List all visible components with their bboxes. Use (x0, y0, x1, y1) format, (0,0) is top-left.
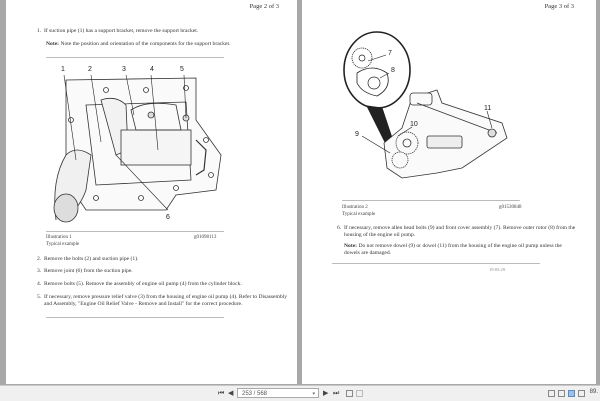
svg-text:7: 7 (388, 50, 392, 57)
footer-timestamp: 19:03:29 (489, 267, 506, 272)
divider (342, 200, 520, 201)
illustration-caption: Typical example (342, 212, 376, 217)
svg-text:2: 2 (88, 66, 92, 73)
copy-page-icon[interactable] (356, 390, 363, 397)
step-1: 1. If suction pipe (1) has a support bracket, remove the support bracket. (37, 28, 199, 34)
chevron-down-icon[interactable]: ▾ (312, 391, 315, 397)
last-page-button[interactable]: ⏭ (333, 389, 340, 397)
step-4: 4. Remove bolts (5). Remove the assembly of engine oil pump (4) from the cylinder block. (37, 281, 242, 287)
svg-text:11: 11 (484, 105, 492, 112)
illustration-2-oil-pump-gear-diagram (342, 28, 542, 203)
illustration-title: Illustration 2 (342, 205, 368, 210)
svg-text:10: 10 (410, 121, 418, 128)
two-page-view-icon[interactable] (568, 390, 575, 397)
divider (46, 231, 224, 232)
svg-text:6: 6 (166, 214, 170, 221)
divider (332, 263, 540, 264)
page-3 (302, 0, 596, 384)
prev-page-button[interactable]: ◀ (228, 389, 234, 397)
page-label: Page 3 of 3 (544, 3, 574, 10)
illustration-id: g01530848 (499, 205, 522, 210)
single-page-view-icon[interactable] (548, 390, 555, 397)
note-support-bracket: Note: Note the position and orientation of the components for the support bracket. (46, 41, 231, 47)
page-2 (6, 0, 297, 384)
svg-text:8: 8 (391, 67, 395, 74)
divider (46, 317, 224, 318)
note-dowels: Note: Do not remove dowel (9) or dowel (11) from the housing of the engine oil pump unless the dowels are damaged. (344, 243, 562, 256)
step-5: 5. If necessary, remove pressure relief valve (3) from the housing of engine oil pump (4). Refer to Disassembly and Assembly, "Engine Oil Relief Valve - Remove and Install" for the correct procedure. (37, 294, 288, 307)
illustration-1-oil-pump-diagram (46, 60, 231, 230)
illustration-id: g01098113 (194, 235, 217, 240)
svg-text:9: 9 (355, 131, 359, 138)
svg-text:4: 4 (150, 66, 154, 73)
divider (46, 57, 224, 58)
continuous-view-icon[interactable] (558, 390, 565, 397)
svg-text:1: 1 (61, 66, 65, 73)
illustration-caption: Typical example (46, 242, 80, 247)
first-page-button[interactable]: ⏮ (218, 389, 225, 397)
navigation-toolbar (0, 385, 600, 401)
step-6: 6. If necessary, remove allen head bolts (9) and front cover assembly (7). Remove outer rotor (8) from the housing of the engine oil pump. (337, 225, 576, 238)
svg-text:3: 3 (122, 66, 126, 73)
rotate-view-icon[interactable] (346, 390, 353, 397)
page-number-input[interactable]: 253 / 568 ▾ (237, 388, 319, 398)
svg-text:5: 5 (180, 66, 184, 73)
page-label: Page 2 of 3 (249, 3, 279, 10)
two-page-continuous-view-icon[interactable] (578, 390, 585, 397)
step-3: 3. Remove joint (6) from the suction pipe. (37, 268, 133, 274)
next-page-button[interactable]: ▶ (323, 389, 329, 397)
step-2: 2. Remove the bolts (2) and suction pipe (1). (37, 256, 139, 262)
illustration-title: Illustration 1 (46, 235, 72, 240)
zoom-level[interactable]: 89. (589, 389, 598, 395)
